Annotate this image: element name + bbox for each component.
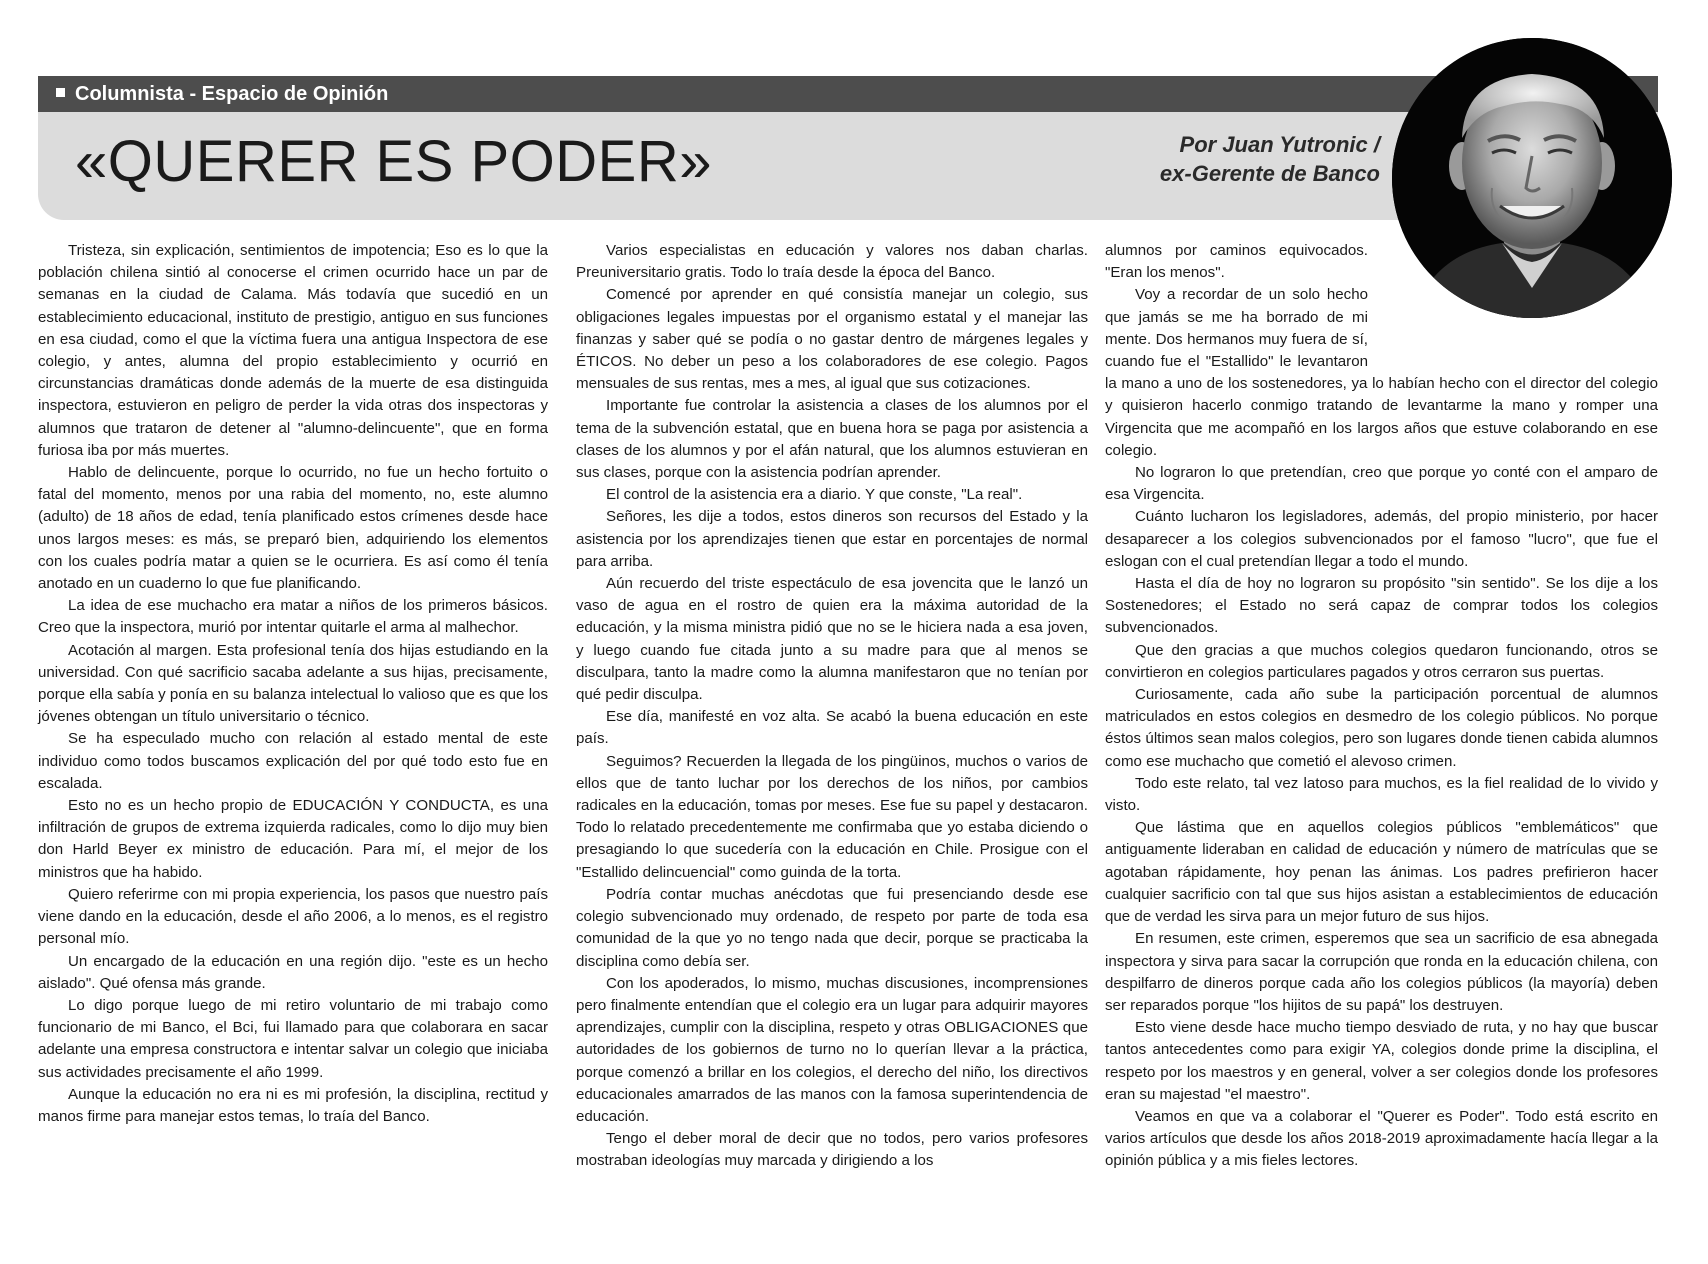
paragraph: Quiero referirme con mi propia experiencia, los pasos que nuestro país viene dando en la educación, desde el año 2006, a lo menos, es el registro personal mío. <box>38 885 548 948</box>
paragraph: Aún recuerdo del triste espectáculo de esa jovencita que le lanzó un vaso de agua en el rostro de quien era la máxima autoridad de la educación, y la misma ministra pidió que no se le hiciera nada a esa joven, y luego cuando fue citada junto a su madre para que al menos se disculpara, tanto la madre como la alumna manifestaron que no tenían por qué pedir disculpa. <box>576 575 1088 704</box>
paragraph: Acotación al margen. Esta profesional tenía dos hijas estudiando en la universidad. Con qué sacrificio sacaba adelante a sus hijas, precisamente, porque ella sabía y ponía en su balanza intelectual lo valioso que es que los jóvenes obtengan un título universitario o técnico. <box>38 641 548 726</box>
paragraph: Importante fue controlar la asistencia a clases de los alumnos por el tema de la subvención estatal, que en buena hora se paga por asistencia a clases de los alumnos y por el afán natural, que los alumnos estuvieran en sus clases, porque con la asistencia podrían aprender. <box>576 397 1088 482</box>
paragraph: Curiosamente, cada año sube la participación porcentual de alumnos matriculados en estos colegios en desmedro de los colegio públicos. No porque éstos últimos sean malos colegios, pero son lugares donde tienen cabida alumnos como ese muchacho que cometió el alevoso crimen. <box>1105 686 1658 770</box>
square-bullet-icon <box>56 88 65 97</box>
column-2 <box>576 240 1088 1240</box>
paragraph: Que lástima que en aquellos colegios públicos "emblemáticos" que antiguamente lideraban en calidad de educación y número de matrículas que se agotaban rápidamente, hoy penan las ánimas. Los padres prefirieron hacer cualquier sacrificio con tal que sus hijos asistan a establecimientos de educación que de verdad les sirva para un mejor futuro de sus hijos. <box>1105 819 1658 926</box>
paragraph: Hablo de delincuente, porque lo ocurrido, no fue un hecho fortuito o fatal del momento, menos por una rabia del momento, no, este alumno (adulto) de 18 años de edad, tenía planificado estos crímenes desde hace unos largos meses: es más, se preparó bien, adquiriendo los elementos con los cuales podría matar a quien se le ocurriera. Es así como él tenía anotado en un cuaderno lo que fue planificando. <box>38 464 548 593</box>
paragraph: Veamos en que va a colaborar el "Querer es Poder". Todo está escrito en varios artículos que desde los años 2018-2019 aproximadamente hacía llegar a la opinión pública y a mis fieles lectores. <box>1105 1107 1658 1170</box>
paragraph: Con los apoderados, lo mismo, muchas discusiones, incomprensiones pero finalmente entendían que el colegio era un lugar para adquirir mayores aprendizajes, cumplir con la disciplina, respeto y otras OBLIGACIONES que autoridades de los gobiernos de turno no lo querían llevar a la práctica, porque comenzó a brillar en los colegios, el derecho del niño, los directivos educacionales amarrados de las manos con la famosa superintendencia de educación. <box>576 974 1088 1125</box>
paragraph: Tristeza, sin explicación, sentimientos de impotencia; Eso es lo que la población chilena sintió al conocerse el crimen ocurrido hace un par de semanas en la ciudad de Calama. Más todavía que sucedió en un establecimiento educacional, instituto de prestigio, antiguo en sus funciones en esa ciudad, como el que la víctima fuera una antigua Inspectora de ese colegio, y antes, alumna del propio establecimiento y ocurrió en circunstancias dramáticas donde además de la muerte de esa distinguida inspectora, estuvieron en peligro de perder la vida otras dos inspectoras y alumnos que trataron de detener al "alumno-delincuente", que en forma furiosa iba por más muertes. <box>38 242 548 459</box>
paragraph: Todo este relato, tal vez latoso para muchos, es la fiel realidad de lo vivido y visto. <box>1105 774 1658 815</box>
paragraph: Podría contar muchas anécdotas que fui presenciando desde ese colegio subvencionado muy ordenado, de respeto por parte de toda esa comunidad de la que yo no tengo nada que decir, porque se practicaba la disciplina como debía ser. <box>576 885 1088 970</box>
paragraph: La idea de ese muchacho era matar a niños de los primeros básicos. Creo que la inspectora, murió por intentar quitarle el arma al malhechor. <box>38 597 548 637</box>
column-3 <box>1105 240 1658 1240</box>
paragraph: Esto no es un hecho propio de EDUCACIÓN Y CONDUCTA, es una infiltración de grupos de extrema izquierda radicales, como lo dijo muy bien don Harld Beyer ex ministro de educación. Para mí, el mejor de los ministros que ha habido. <box>38 797 548 881</box>
author-portrait <box>1392 38 1672 318</box>
section-label: Columnista - Espacio de Opinión <box>75 83 389 105</box>
author-photo-icon <box>1392 38 1672 318</box>
paragraph: Esto viene desde hace mucho tiempo desviado de ruta, y no hay que buscar tantos antecedentes como para exigir YA, colegios donde prime la disciplina, el respeto por los maestros y en general, volver a ser colegios donde los profesores eran su majestad "el maestro". <box>1105 1019 1658 1103</box>
byline-role: ex-Gerente de Banco <box>1159 161 1380 186</box>
article-title: «QUERER ES PODER» <box>75 129 713 194</box>
paragraph: Comencé por aprender en qué consistía manejar un colegio, sus obligaciones legales impuestas por el organismo estatal y el manejar las finanzas y saber qué se podía o no gastar dentro de márgenes legales y ÉTICOS. No deber un peso a los colaboradores de ese colegio. Pagos mensuales de sus rentas, mes a mes, al igual que sus cotizaciones. <box>576 286 1088 393</box>
paragraph: El control de la asistencia era a diario. Y que conste, "La real". <box>606 486 1023 504</box>
paragraph: Un encargado de la educación en una región dijo. "este es un hecho aislado". Qué ofensa más grande. <box>38 952 548 992</box>
paragraph: Ese día, manifesté en voz alta. Se acabó la buena educación en este país. <box>576 708 1088 748</box>
paragraph: Que den gracias a que muchos colegios quedaron funcionando, otros se convirtieron en colegios particulares pagados y otros cerraron sus puertas. <box>1105 641 1658 681</box>
article-body <box>38 240 1658 1240</box>
paragraph: Lo digo porque luego de mi retiro voluntario de mi trabajo como funcionario de mi Banco, el Bci, fui llamado para que colaborara en sacar adelante una empresa constructora e intentar salvar un colegio que iniciaba sus actividades precisamente el año 1999. <box>38 996 548 1081</box>
paragraph: Varios especialistas en educación y valores nos daban charlas. Preuniversitario gratis. Todo lo traía desde la época del Banco. <box>576 242 1088 282</box>
paragraph: Aunque la educación no era ni es mi profesión, la disciplina, rectitud y manos firme para manejar estos temas, lo traía del Banco. <box>38 1085 548 1125</box>
byline-author: Por Juan Yutronic / <box>1179 132 1380 157</box>
paragraph: Voy a recordar de un solo hecho que jamás se me ha borrado de mi mente. Dos hermanos muy fuera de sí, cuando fue el "Estallido" le levantaron la mano a uno de los sostenedores, ya lo habían hecho con el director del colegio y quisieron hacerlo conmigo tratando de levantarme la mano y romper una Virgencita que me acompañó en los largos años que estuve colaborando en ese colegio. <box>1105 286 1658 459</box>
paragraph: Hasta el día de hoy no lograron su propósito "sin sentido". Se los dije a los Sostenedores; el Estado no será capaz de comprar todos los colegios subvencionados. <box>1105 575 1658 637</box>
paragraph: Tengo el deber moral de decir que no todos, pero varios profesores mostraban ideologías muy marcada y dirigiendo a los <box>576 1130 1088 1170</box>
byline <box>1080 130 1380 188</box>
column-1 <box>38 240 548 1240</box>
paragraph: alumnos por caminos equivocados. "Eran los menos". <box>1105 242 1368 282</box>
paragraph: Cuánto lucharon los legisladores, además, del propio ministerio, por hacer desaparecer a los colegios subvencionados por el famoso "lucro", que fue el eslogan con el cual pretendían llegar a todo el mundo. <box>1105 508 1658 570</box>
paragraph: Se ha especulado mucho con relación al estado mental de este individuo como todos buscamos explicación del por qué todo esto fue en escalada. <box>38 730 548 792</box>
paragraph: Seguimos? Recuerden la llegada de los pingüinos, muchos o varios de ellos que de tanto luchar por los derechos de los niños, por cambios radicales en la educación, tomas por meses. Ese fue su papel y destacaron. Todo lo relatado precedentemente me confirmaba que yo estaba diciendo o presagiando lo que sucedería con la educación en Chile. Prosigue con el "Estallido delincuencial" como guinda de la torta. <box>576 752 1088 881</box>
paragraph: En resumen, este crimen, esperemos que sea un sacrificio de esa abnegada inspectora y sirva para sacar la corrupción que ronda en la educación chilena, con despilfarro de dineros porque cada año los colegios públicos (la mayoría) deben ser reparados porque "los hijitos de su papá" los destruyen. <box>1105 930 1658 1014</box>
paragraph: Señores, les dije a todos, estos dineros son recursos del Estado y la asistencia por los aprendizajes tienen que estar en porcentajes de normal para arriba. <box>576 508 1088 570</box>
paragraph: No lograron lo que pretendían, creo que porque yo conté con el amparo de esa Virgencita. <box>1105 464 1658 504</box>
